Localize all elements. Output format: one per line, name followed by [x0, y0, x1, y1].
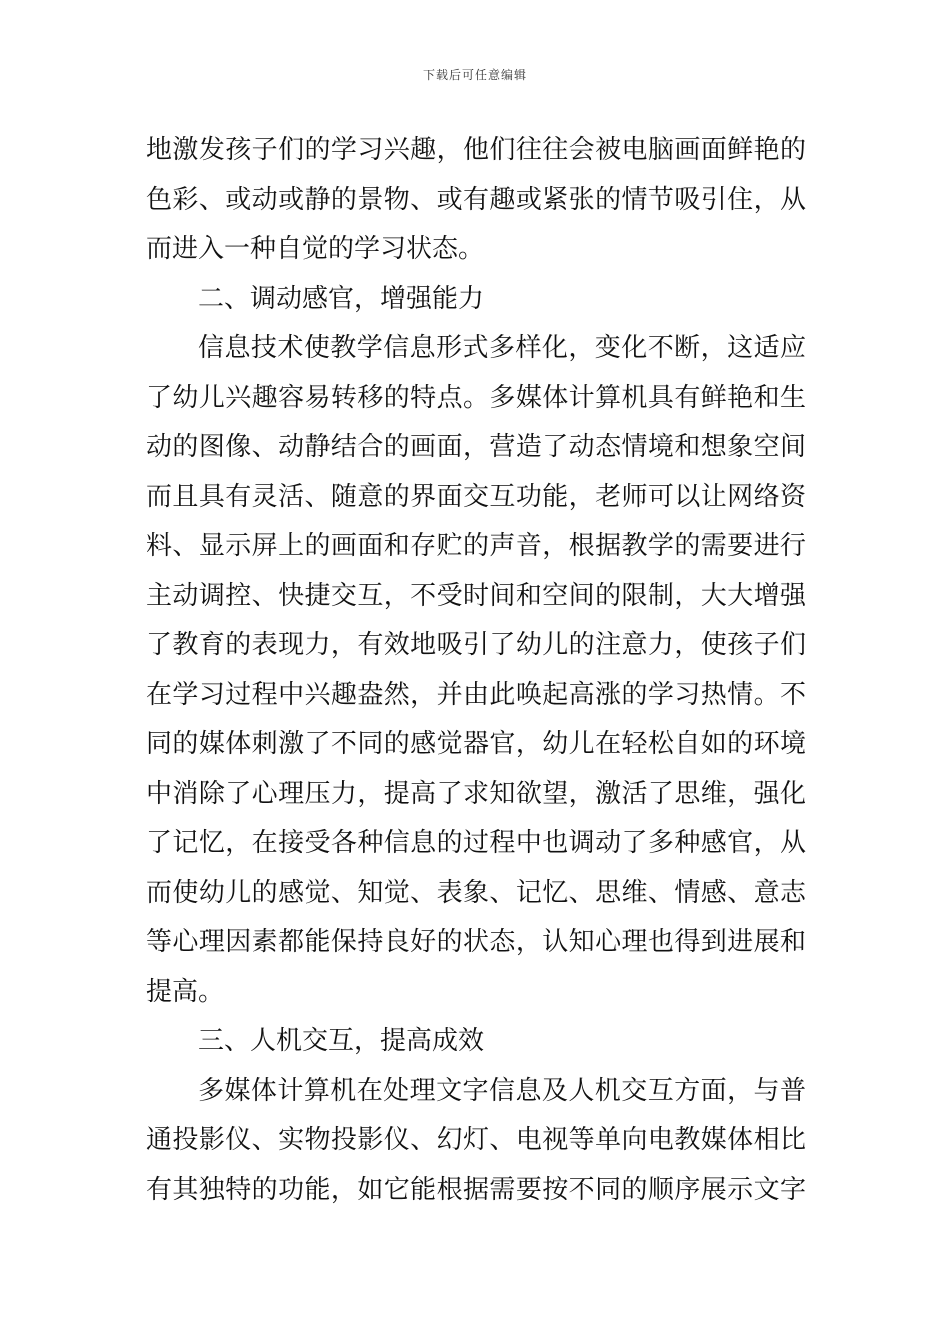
text-line: 而使幼儿的感觉、知觉、表象、记忆、思维、情感、意志 [146, 877, 806, 908]
text-line: 料、显示屏上的画面和存贮的声音，根据教学的需要进行 [146, 531, 806, 561]
page-header-note: 下载后可任意编辑 [422, 68, 527, 82]
text-line: 了幼儿兴趣容易转移的特点。多媒体计算机具有鲜艳和生 [146, 382, 806, 413]
text-line: 多媒体计算机在处理文字信息及人机交互方面，与普 [198, 1075, 806, 1106]
text-line: 而且具有灵活、随意的界面交互功能，老师可以让网络资 [146, 481, 806, 512]
text-line: 通投影仪、实物投影仪、幻灯、电视等单向电教媒体相比 [146, 1125, 806, 1155]
body-text [146, 126, 806, 1215]
text-line: 地激发孩子们的学习兴趣，他们往往会被电脑画面鲜艳的 [146, 135, 806, 165]
text-line: 中消除了心理压力，提高了求知欲望，激活了思维，强化 [146, 778, 806, 809]
text-line: 在学习过程中兴趣盎然，并由此唤起高涨的学习热情。不 [146, 679, 806, 710]
text-line: 而进入一种自觉的学习状态。 [146, 234, 485, 264]
text-line: 有其独特的功能，如它能根据需要按不同的顺序展示文字 [146, 1174, 806, 1205]
text-line: 信息技术使教学信息形式多样化，变化不断，这适应 [198, 333, 806, 363]
section-heading-2: 二、调动感官，增强能力 [198, 283, 485, 314]
text-line: 主动调控、快捷交互，不受时间和空间的限制，大大增强 [146, 580, 806, 611]
text-line: 动的图像、动静结合的画面，营造了动态情境和想象空间 [146, 432, 806, 462]
text-line: 色彩、或动或静的景物、或有趣或紧张的情节吸引住，从 [146, 184, 806, 215]
text-line: 等心理因素都能保持良好的状态，认知心理也得到进展和 [146, 927, 806, 957]
text-line: 提高。 [146, 976, 225, 1007]
text-line: 了记忆，在接受各种信息的过程中也调动了多种感官，从 [146, 828, 806, 858]
text-line: 了教育的表现力，有效地吸引了幼儿的注意力，使孩子们 [146, 630, 806, 660]
text-line: 同的媒体刺激了不同的感觉器官，幼儿在轻松自如的环境 [146, 729, 806, 759]
section-heading-3: 三、人机交互，提高成效 [198, 1026, 485, 1056]
